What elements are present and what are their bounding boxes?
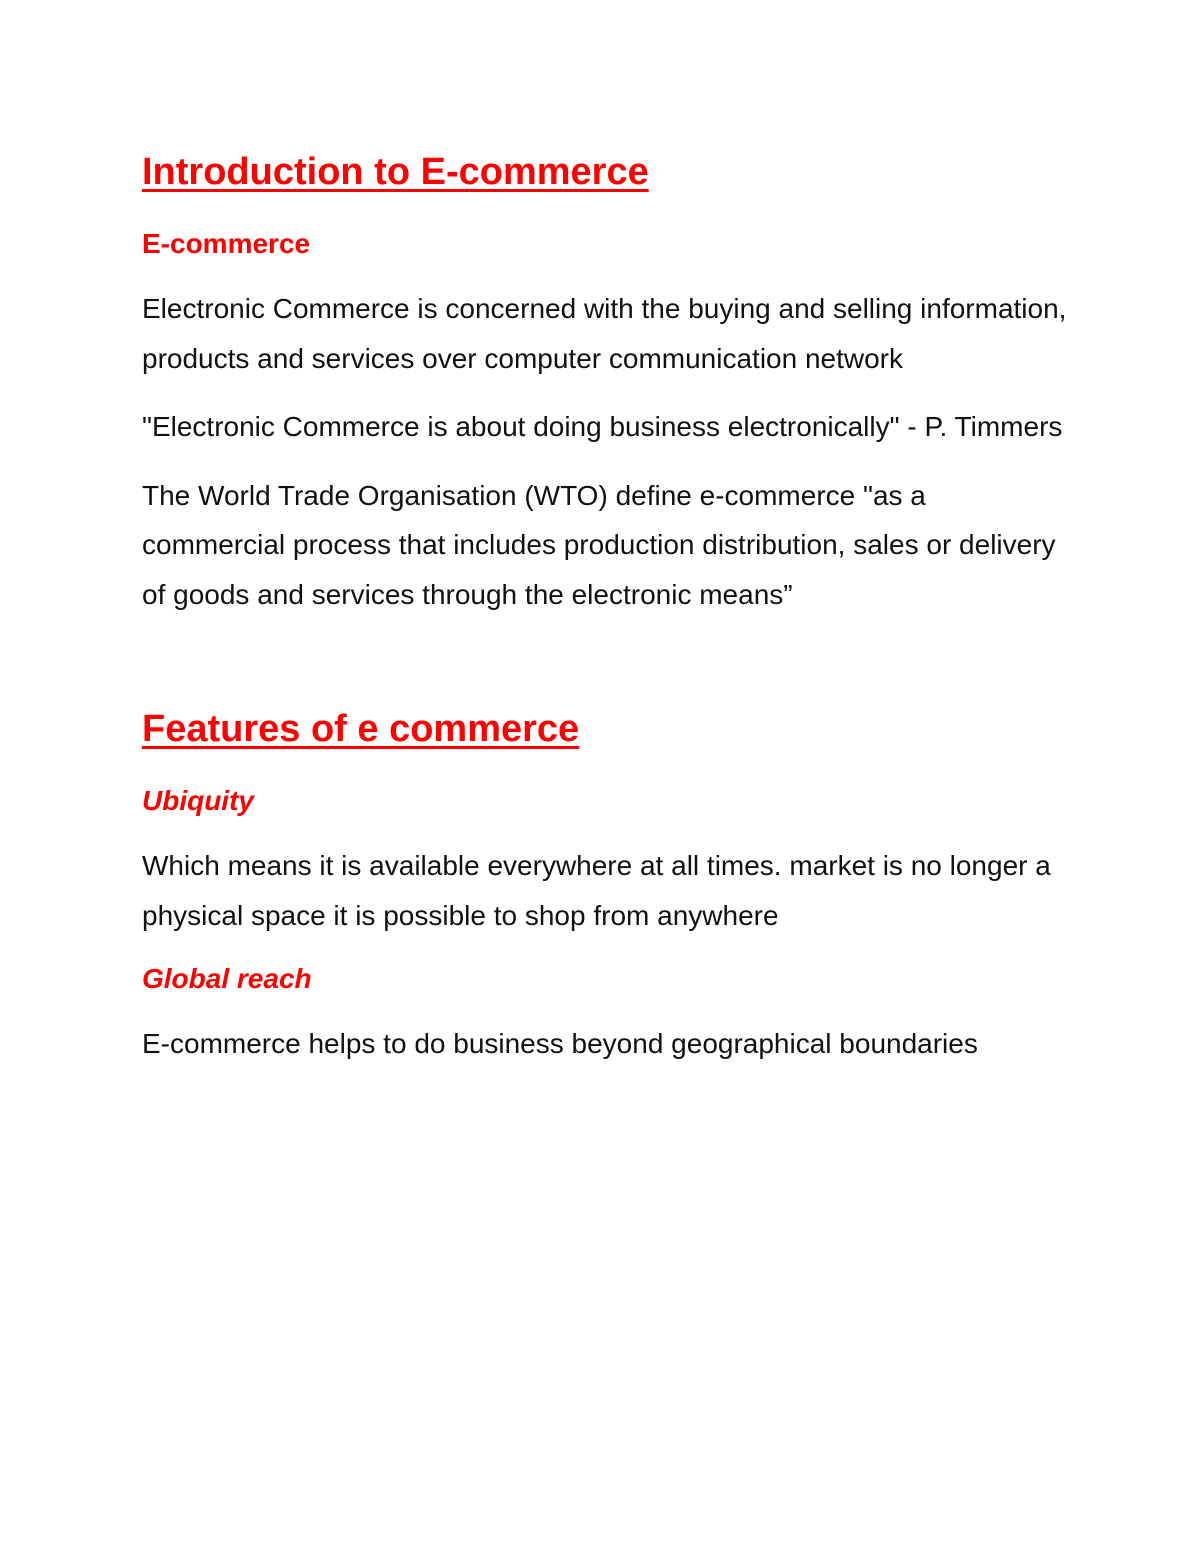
section-title-introduction: Introduction to E-commerce (142, 151, 649, 193)
paragraph-wto-definition: The World Trade Organisation (WTO) define e-commerce "as a commercial process that includes production distribution, sales or delivery of goods and services through the electronic means” (142, 479, 1056, 610)
document-content (142, 148, 1072, 1069)
subtitle-e-commerce: E-commerce (142, 228, 311, 259)
section-title-features: Features of e commerce (142, 708, 580, 750)
feature-text-ubiquity: Which means it is available everywhere at all times. market is no longer a physical space it is possible to shop from anywhere (142, 850, 1051, 931)
paragraph-timmers-quote: "Electronic Commerce is about doing business electronically" - P. Timmers (142, 411, 1063, 442)
feature-text-global-reach: E-commerce helps to do business beyond geographical boundaries (142, 1028, 978, 1059)
feature-heading-global-reach: Global reach (142, 963, 312, 994)
feature-heading-ubiquity: Ubiquity (142, 785, 254, 816)
paragraph-definition: Electronic Commerce is concerned with the buying and selling information, products and services over computer communication network (142, 293, 1067, 374)
